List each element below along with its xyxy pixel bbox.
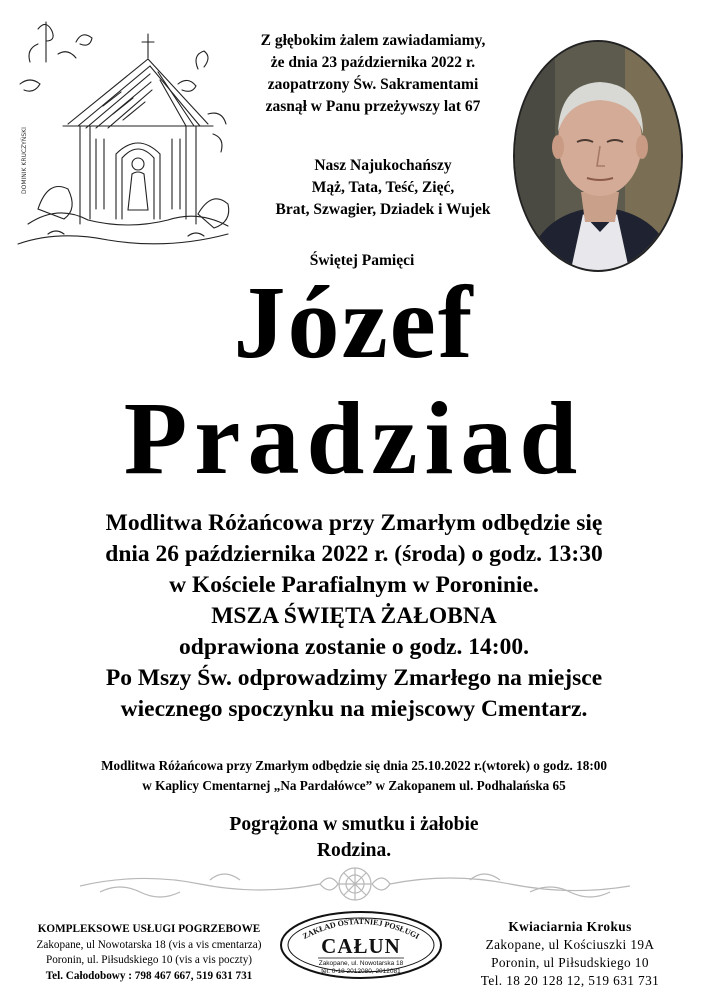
funeral-detail-line: w Kościele Parafialnym w Poroninie. [169, 572, 539, 598]
florist-address: Zakopane, ul Kościuszki 19A [485, 937, 655, 952]
funeral-home-title: KOMPLEKSOWE USŁUGI POGRZEBOWE [37, 923, 261, 935]
family-line: Nasz Najukochańszy [314, 157, 452, 174]
mourning-line: Pogrążona w smutku i żałobie [229, 814, 479, 835]
intro-announcement [238, 30, 508, 118]
funeral-detail-line: MSZA ŚWIĘTA ŻAŁOBNA [211, 603, 497, 629]
funeral-detail-line: Po Mszy Św. odprowadzimy Zmarłego na miejsce [105, 665, 603, 691]
florist-title: Kwiaciarnia Krokus [508, 919, 632, 934]
rosary-line: Modlitwa Różańcowa przy Zmarłym odbędzie się dnia 25.10.2022 r.(wtorek) o godz. 18:00 [101, 758, 607, 773]
florist-address: Poronin, ul Piłsudskiego 10 [491, 955, 649, 970]
intro-line: zasnął w Panu przeżywszy lat 67 [265, 98, 481, 115]
logo-address: Zakopane, ul. Nowotarska 18 [318, 960, 404, 967]
deceased-last-name: Pradziad [123, 381, 585, 496]
funeral-home-address: Zakopane, ul Nowotarska 18 (vis a vis cmentarza) [36, 938, 262, 951]
funeral-detail-line: Modlitwa Różańcowa przy Zmarłym odbędzie się [105, 510, 603, 536]
funeral-home-address: Poronin, ul. Piłsudskiego 10 (vis a vis poczty) [45, 954, 253, 966]
memory-label: Świętej Pamięci [309, 252, 415, 269]
funeral-detail-line: dnia 26 października 2022 r. (środa) o godz. 13:30 [105, 541, 603, 567]
decorative-ornament [80, 862, 630, 906]
rosary-line: w Kaplicy Cmentarnej „Na Pardałówce” w Zakopanem ul. Podhalańska 65 [142, 778, 566, 793]
intro-line: Z głębokim żalem zawiadamiamy, [260, 32, 486, 49]
rosary-details [0, 756, 708, 796]
florist-phone: Tel. 18 20 128 12, 519 631 731 [480, 973, 660, 988]
funeral-detail-line: wiecznego spoczynku na miejscowy Cmentarz. [120, 696, 588, 722]
calun-logo [278, 910, 444, 980]
logo-name: CAŁUN [321, 934, 401, 958]
funeral-home-info [22, 922, 276, 984]
portrait-photo [515, 42, 683, 272]
family-line: Brat, Szwagier, Dziadek i Wujek [275, 201, 491, 218]
florist-info [450, 918, 690, 990]
funeral-details [0, 508, 708, 725]
deceased-portrait [513, 40, 683, 272]
funeral-detail-line: odprawiona zostanie o godz. 14:00. [179, 634, 529, 660]
sketch-signature: DOMINIK KRUCZYŃSKI [21, 127, 28, 194]
family-relations [248, 155, 518, 221]
family-line: Mąż, Tata, Teść, Zięć, [311, 179, 455, 196]
chapel-sketch-illustration [8, 14, 248, 249]
logo-phone: tel. 0-18 2012080, 2012081 [321, 968, 401, 975]
logo-arc-text: ZAKŁAD OSTATNIEJ POSŁUGI [301, 916, 421, 941]
deceased-first-name: Józef [233, 265, 475, 380]
funeral-home-phone: Tel. Całodobowy : 798 467 667, 519 631 731 [45, 969, 253, 982]
mourning-line: Rodzina. [316, 840, 392, 861]
intro-line: zaopatrzony Św. Sakramentami [267, 76, 479, 93]
mourning-signature [0, 812, 708, 864]
intro-line: że dnia 23 października 2022 r. [270, 54, 476, 71]
